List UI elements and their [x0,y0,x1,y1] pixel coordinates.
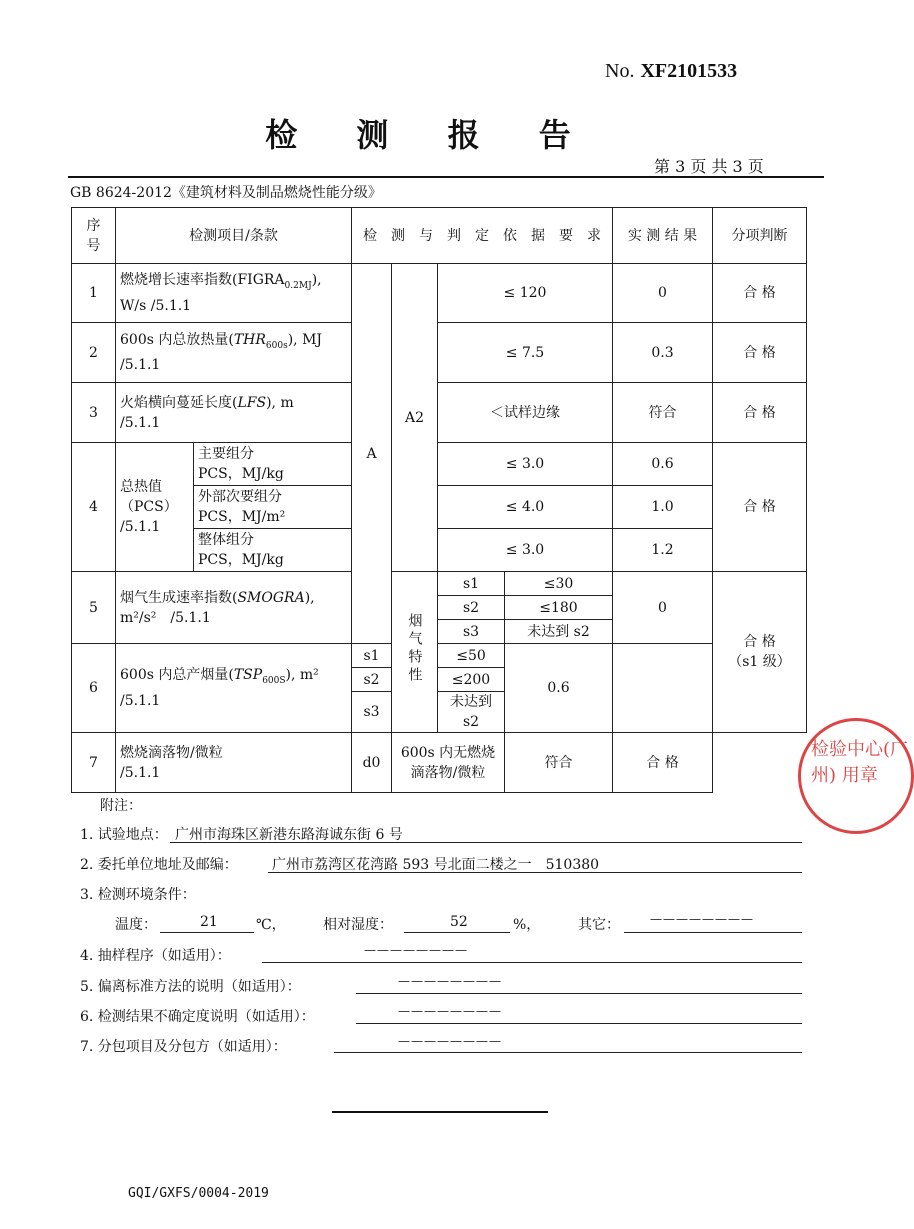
row-seq: 2 [72,323,116,383]
table-row [72,323,807,383]
header-seq: 序号 [86,217,101,254]
class-a2: A2 [392,264,438,572]
level-code: s3 [438,620,505,644]
note-5-label: 5. 偏离标准方法的说明（如适用）： [80,979,301,995]
table-header-row [72,208,807,264]
header-item: 检测项目/条款 [116,208,352,264]
row-seq: 1 [72,264,116,323]
row-seq: 5 [72,572,116,644]
row-item: 火焰横向蔓延长度(LFS), m /5.1.1 [116,383,352,443]
row-result: 0 [613,264,713,323]
header-judgment: 分项判断 [713,208,807,264]
note-2-value: 广州市荔湾区花湾路 593 号北面二楼之一 510380 [272,857,600,873]
table-row [72,264,807,323]
humidity-unit: %， [513,917,541,933]
row-requirement: ≤ 3.0 [438,443,613,486]
row-result: 0 [613,572,713,644]
table-row [72,644,807,668]
row-item: 燃烧滴落物/微粒 /5.1.1 [116,733,352,793]
level-code: s1 [352,644,392,668]
note-4-line [262,962,802,963]
smoke-group: 烟气特性 [392,572,438,733]
note-4-label: 4. 抽样程序（如适用）： [80,948,231,964]
note-5-line [356,993,802,994]
header-requirement: 检 测 与 判 定 依 据 要 求 [352,208,613,264]
report-number [605,60,737,83]
temperature-line [160,932,254,933]
smoke-judgment: 合 格 （s1 级） [713,572,807,733]
level-req: ≤50 [438,644,505,668]
note-5-value: ———————— [398,974,502,988]
row-result: 0.3 [613,323,713,383]
row-item: 总热值 （PCS） /5.1.1 [116,443,194,572]
page-title: 检 测 报 告 [265,116,595,154]
report-number-label: No. [605,60,635,82]
class-a: A [352,264,392,644]
note-1-line [170,842,802,843]
row-requirement: ≤ 3.0 [438,529,613,572]
note-4-value: ———————— [364,943,468,957]
form-code: GQI/GXFS/0004-2019 [128,1186,269,1201]
row-seq: 4 [72,443,116,572]
level-code: s3 [352,692,392,733]
temperature-value: 21 [200,914,218,930]
note-7-value: ———————— [398,1034,502,1048]
note-6-line [356,1023,802,1024]
row-result: 0.6 [505,644,613,733]
note-7-label: 7. 分包项目及分包方（如适用）： [80,1039,287,1055]
row-result: 符合 [505,733,613,793]
row-seq: 6 [72,644,116,733]
temperature-unit: ℃， [256,917,286,933]
row-requirement: 600s 内无燃烧滴落物/微粒 [392,733,505,793]
level-code: s2 [438,596,505,620]
table-row [72,572,807,596]
official-stamp: 检验中心(广州) 用章 [798,718,914,834]
note-6-label: 6. 检测结果不确定度说明（如适用）： [80,1009,315,1025]
row-item: 燃烧增长速率指数$(FIGRA_{0.2MJ})$, W/s /5.1.1 [116,264,352,323]
table-row [72,443,807,486]
note-3-label: 3. 检测环境条件： [80,887,196,903]
level-code: s1 [438,572,505,596]
row-requirement: ≤ 4.0 [438,486,613,529]
level-code: s2 [352,668,392,692]
note-6-value: ———————— [398,1004,502,1018]
row-requirement: ＜试样边缘 [438,383,613,443]
note-1-label: 1. 试验地点： [80,827,168,843]
level-req: ≤200 [438,668,505,692]
row-item: 600s 内总放热量$(THR_{600s})$, MJ /5.1.1 [116,323,352,383]
row-judgment: 合 格 [713,383,807,443]
level-req: 未达到 s2 [505,620,613,644]
row-item: 600s 内总产烟量$(TSP_{600S})$, m² /5.1.1 [116,644,352,733]
level-req: ≤180 [505,596,613,620]
row-result: 0.6 [613,443,713,486]
note-7-line [334,1052,802,1053]
sub-item: 外部次要组分 PCS，MJ/m² [194,486,352,529]
level-req: 未达到 s2 [438,692,505,733]
other-label: 其它： [578,917,620,933]
results-table [71,207,807,793]
row-judgment: 合 格 [713,443,807,572]
header-result: 实 测 结 果 [613,208,713,264]
other-line [624,932,802,933]
row-requirement: ≤ 120 [438,264,613,323]
humidity-line [404,932,510,933]
row-judgment: 合 格 [613,733,713,793]
header-rule [68,176,824,178]
sub-item: 主要组分 PCS，MJ/kg [194,443,352,486]
temperature-label: 温度： [115,917,157,933]
row-judgment: 合 格 [713,264,807,323]
row-item: 烟气生成速率指数(SMOGRA), m²/s² /5.1.1 [116,572,352,644]
report-number-value: XF2101533 [640,60,738,82]
row-judgment: 合 格 [713,323,807,383]
notes-heading: 附注： [100,798,142,814]
sub-item: 整体组分 PCS，MJ/kg [194,529,352,572]
table-row [72,383,807,443]
other-value: ———————— [650,912,754,926]
humidity-value: 52 [450,914,468,930]
level-req: ≤30 [505,572,613,596]
standard-reference: GB 8624-2012《建筑材料及制品燃烧性能分级》 [70,185,382,201]
note-2-label: 2. 委托单位地址及邮编： [80,857,238,873]
class-d0: d0 [352,733,392,793]
row-result: 1.2 [613,529,713,572]
humidity-label: 相对湿度： [323,917,393,933]
row-result: 1.0 [613,486,713,529]
signature-line [332,1111,548,1113]
row-requirement: ≤ 7.5 [438,323,613,383]
row-seq: 3 [72,383,116,443]
page-info: 第 3 页 共 3 页 [654,157,764,176]
note-1-value: 广州市海珠区新港东路海诚东街 6 号 [175,827,403,843]
row-seq: 7 [72,733,116,793]
table-row [72,733,807,793]
row-result: 符合 [613,383,713,443]
note-2-line [268,872,802,873]
